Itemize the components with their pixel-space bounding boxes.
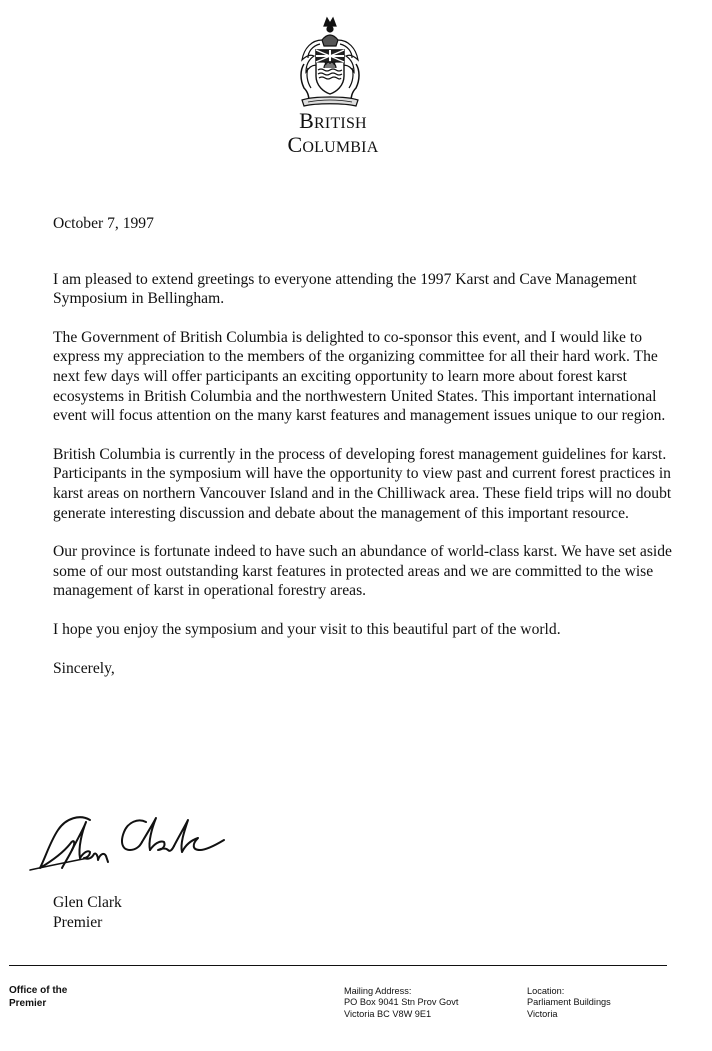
footer-divider <box>9 965 667 966</box>
mailing-line2: Victoria BC V8W 9E1 <box>344 1008 432 1019</box>
location-label: Location: <box>527 986 565 996</box>
paragraph-closing-wish: I hope you enjoy the symposium and your visit to this beautiful part of the world. <box>53 620 561 638</box>
paragraph-greeting: I am pleased to extend greetings to everyone attending the 1997 Karst and Cave Management Symposium in Bellingham. <box>53 270 637 308</box>
paragraph-sponsorship: The Government of British Columbia is delighted to co-sponsor this event, and I would like to express my appreciation to the members of the organizing committee for all their hard work. The next few days will offer participants an exciting opportunity to learn more about forest karst ecosystems in British Columbia and the northwestern United States. This important international event will focus attention on the many karst features and management issues unique to our region. <box>53 328 666 425</box>
paragraph-province: Our province is fortunate indeed to have such an abundance of world-class karst. We have set aside some of our most outstanding karst features in protected areas and we are committed to the wise management of karst in operational forestry areas. <box>53 543 672 600</box>
letterhead-line2: COLUMBIA <box>287 132 379 157</box>
location-line2: Victoria <box>527 1008 558 1019</box>
location-line1: Parliament Buildings <box>527 997 611 1008</box>
letterhead-wordmark <box>278 110 388 158</box>
footer-location <box>527 986 611 1020</box>
closing-salutation: Sincerely, <box>53 659 115 677</box>
signer-name: Glen Clark <box>53 894 122 911</box>
footer-mailing-address <box>344 986 458 1020</box>
footer-office <box>9 984 67 1010</box>
signer-block <box>53 893 122 933</box>
signature-glen-clark <box>28 808 238 878</box>
signer-title: Premier <box>53 914 103 931</box>
letter-body <box>53 214 673 678</box>
letterhead-line1: BRITISH <box>299 108 367 133</box>
coat-of-arms-icon <box>294 14 366 110</box>
letter-date: October 7, 1997 <box>53 215 154 232</box>
footer-office-line1: Office of the <box>9 985 68 996</box>
paragraph-guidelines: British Columbia is currently in the process of developing forest management guidelines for karst. Participants in the symposium will have the opportunity to view past and current forest practices in karst areas on northern Vancouver Island and in the Chilliwack area. These field trips will no doubt generate interesting discussion and debate about the management of this important resource. <box>53 445 672 522</box>
footer-office-line2: Premier <box>9 998 47 1009</box>
mailing-line1: PO Box 9041 Stn Prov Govt <box>344 997 459 1008</box>
mailing-label: Mailing Address: <box>344 986 412 996</box>
